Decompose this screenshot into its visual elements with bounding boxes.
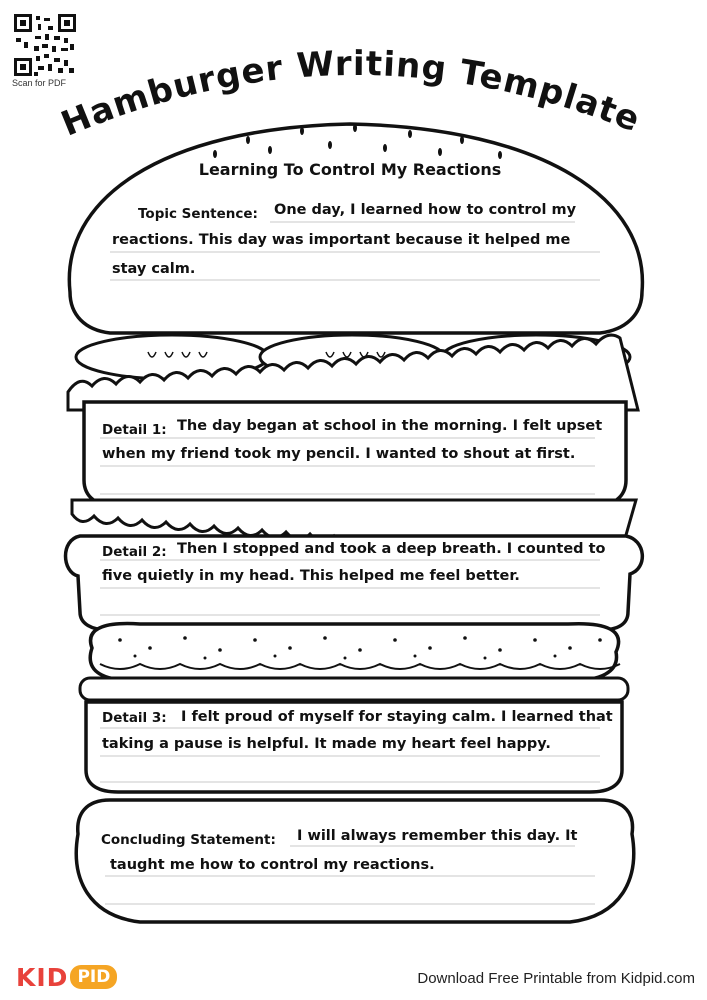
- detail-3-line-1: I felt proud of myself for staying calm. I learned that: [181, 709, 613, 725]
- detail-2-label: Detail 2:: [102, 544, 167, 560]
- kidpid-logo[interactable]: [16, 962, 117, 992]
- logo-pid-text: PID: [70, 965, 117, 989]
- concluding-line-2: taught me how to control my reactions.: [110, 857, 435, 873]
- topic-sentence-line-3: stay calm.: [112, 261, 196, 277]
- topic-sentence-line-2: reactions. This day was important because it helped me: [112, 232, 571, 248]
- download-footer-text[interactable]: Download Free Printable from Kidpid.com: [417, 970, 695, 987]
- detail-3-label: Detail 3:: [102, 710, 167, 726]
- detail-2-line-2: five quietly in my head. This helped me feel better.: [102, 568, 520, 584]
- detail-1-line-2: when my friend took my pencil. I wanted to shout at first.: [102, 446, 576, 462]
- page-title: Hamburger Writing Template: [55, 43, 647, 145]
- detail-3-line-2: taking a pause is helpful. It made my heart feel happy.: [102, 736, 551, 752]
- concluding-line-1: I will always remember this day. It: [297, 828, 578, 844]
- topic-sentence-label: Topic Sentence:: [138, 206, 258, 222]
- concluding-statement-label: Concluding Statement:: [101, 832, 276, 848]
- detail-2-line-1: Then I stopped and took a deep breath. I counted to: [177, 541, 606, 557]
- topic-sentence-line-1: One day, I learned how to control my: [274, 202, 577, 218]
- detail-1-label: Detail 1:: [102, 422, 167, 438]
- qr-caption: Scan for PDF: [12, 78, 67, 88]
- logo-kid-text: KID: [16, 962, 69, 992]
- essay-title: Learning To Control My Reactions: [198, 160, 502, 179]
- detail-1-line-1: The day began at school in the morning. I felt upset: [177, 418, 603, 434]
